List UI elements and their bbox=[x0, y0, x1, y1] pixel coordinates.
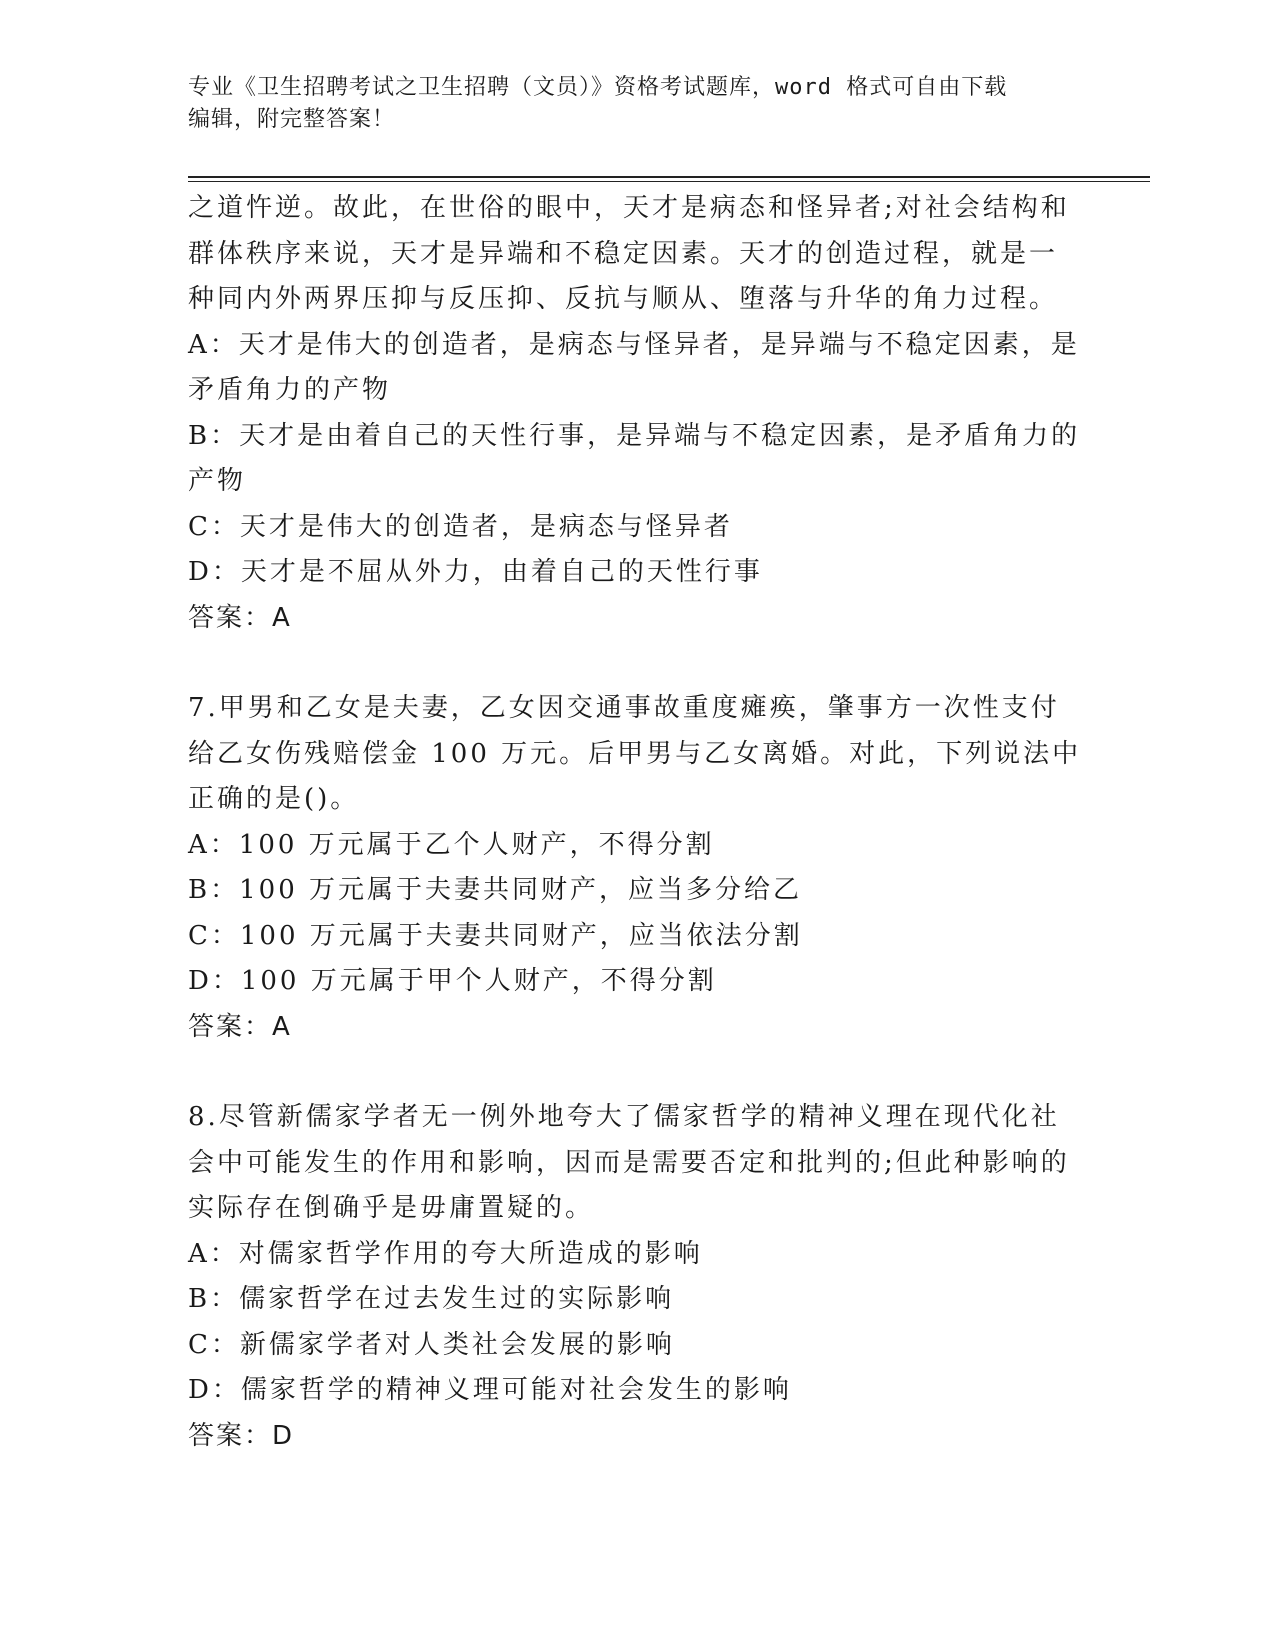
question-spacer bbox=[188, 641, 1088, 686]
document-body bbox=[188, 186, 1088, 1459]
question-stem-line: 之道忤逆。故此，在世俗的眼中，天才是病态和怪异者;对社会结构和 bbox=[188, 193, 1070, 223]
header-divider bbox=[188, 176, 1150, 182]
header-line-1: 专业《卫生招聘考试之卫生招聘（文员）》资格考试题库，word 格式可自由下载 bbox=[188, 75, 1008, 100]
question-stem-line: 7.甲男和乙女是夫妻，乙女因交通事故重度瘫痪，肇事方一次性支付 bbox=[188, 693, 1060, 723]
answer-label: 答案：D bbox=[188, 1420, 295, 1451]
question-stem-line: 给乙女伤残赔偿金 100 万元。后甲男与乙女离婚。对此，下列说法中 bbox=[188, 738, 1082, 769]
option-b: B：天才是由着自己的天性行事，是异端与不稳定因素，是矛盾角力的 bbox=[188, 420, 1081, 451]
option-b: B：儒家哲学在过去发生过的实际影响 bbox=[188, 1284, 675, 1314]
question-stem-line: 8.尽管新儒家学者无一例外地夸大了儒家哲学的精神义理在现代化社 bbox=[188, 1102, 1060, 1132]
option-b: B：100 万元属于夫妻共同财产，应当多分给乙 bbox=[188, 875, 802, 905]
option-c: C：天才是伟大的创造者，是病态与怪异者 bbox=[188, 511, 733, 542]
document-header bbox=[188, 72, 1068, 136]
question-8 bbox=[188, 1095, 1088, 1459]
option-d: D：100 万元属于甲个人财产，不得分割 bbox=[188, 966, 717, 996]
option-b-continued: 产物 bbox=[188, 466, 247, 496]
option-a-continued: 矛盾角力的产物 bbox=[188, 375, 392, 405]
option-c: C：100 万元属于夫妻共同财产，应当依法分割 bbox=[188, 920, 803, 951]
option-a: A：100 万元属于乙个人财产，不得分割 bbox=[188, 829, 715, 860]
question-stem-line: 实际存在倒确乎是毋庸置疑的。 bbox=[188, 1193, 595, 1223]
question-6 bbox=[188, 186, 1088, 641]
option-d: D：天才是不屈从外力，由着自己的天性行事 bbox=[188, 557, 763, 587]
question-spacer bbox=[188, 1050, 1088, 1095]
answer-label: 答案：A bbox=[188, 1011, 292, 1042]
option-a: A：天才是伟大的创造者，是病态与怪异者，是异端与不稳定因素，是 bbox=[188, 329, 1080, 360]
option-c: C：新儒家学者对人类社会发展的影响 bbox=[188, 1329, 675, 1360]
question-stem-line: 种同内外两界压抑与反压抑、反抗与顺从、堕落与升华的角力过程。 bbox=[188, 284, 1059, 314]
question-stem-line: 群体秩序来说，天才是异端和不稳定因素。天才的创造过程，就是一 bbox=[188, 238, 1059, 269]
option-a: A：对儒家哲学作用的夸大所造成的影响 bbox=[188, 1238, 703, 1269]
question-stem-line: 正确的是()。 bbox=[188, 784, 360, 814]
question-stem-line: 会中可能发生的作用和影响，因而是需要否定和批判的;但此种影响的 bbox=[188, 1147, 1070, 1178]
header-line-2: 编辑，附完整答案！ bbox=[188, 107, 396, 132]
answer-label: 答案：A bbox=[188, 602, 292, 633]
question-7 bbox=[188, 686, 1088, 1050]
option-d: D：儒家哲学的精神义理可能对社会发生的影响 bbox=[188, 1375, 792, 1405]
